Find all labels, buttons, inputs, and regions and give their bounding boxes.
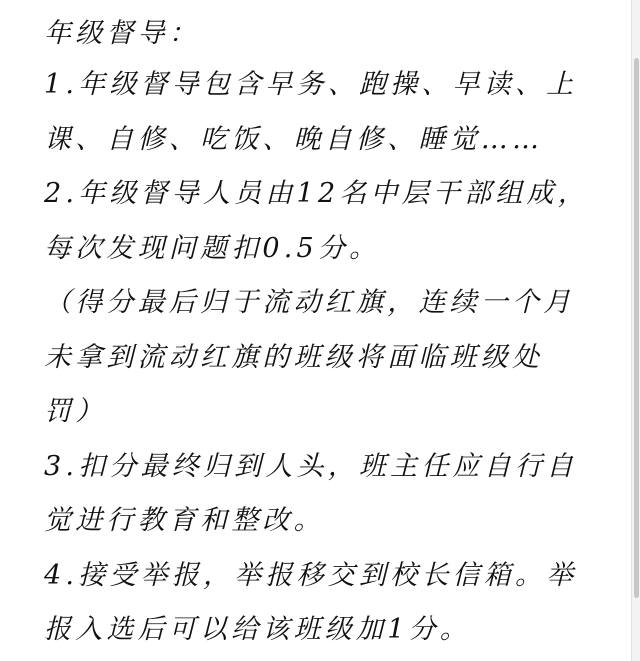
text-line: 3.扣分最终归到人头，班主任应自行自 [44,450,578,482]
document-heading: 年级督导： [44,18,200,49]
text-line: 未拿到流动红旗的班级将面临班级处 [44,341,544,373]
document-body [44,10,604,658]
text-line: 报入选后可以给该班级加1分。 [44,614,471,645]
text-line: 2.年级督导人员由12名中层干部组成， [44,178,589,209]
text-line: 1.年级督导包含早务、跑操、早读、上 [44,69,578,100]
scrollbar-thumb[interactable] [634,58,639,598]
text-line: 每次发现问题扣0.5分。 [44,232,381,264]
vertical-scrollbar[interactable] [631,0,640,661]
text-line: 罚） [44,396,107,427]
text-line: 课、自修、吃饭、晚自修、睡觉…… [44,123,544,155]
text-line: （得分最后归于流动红旗，连续一个月 [44,287,575,318]
text-line: 4.接受举报，举报移交到校长信箱。举 [44,559,578,591]
text-line: 觉进行教育和整改。 [44,505,325,536]
